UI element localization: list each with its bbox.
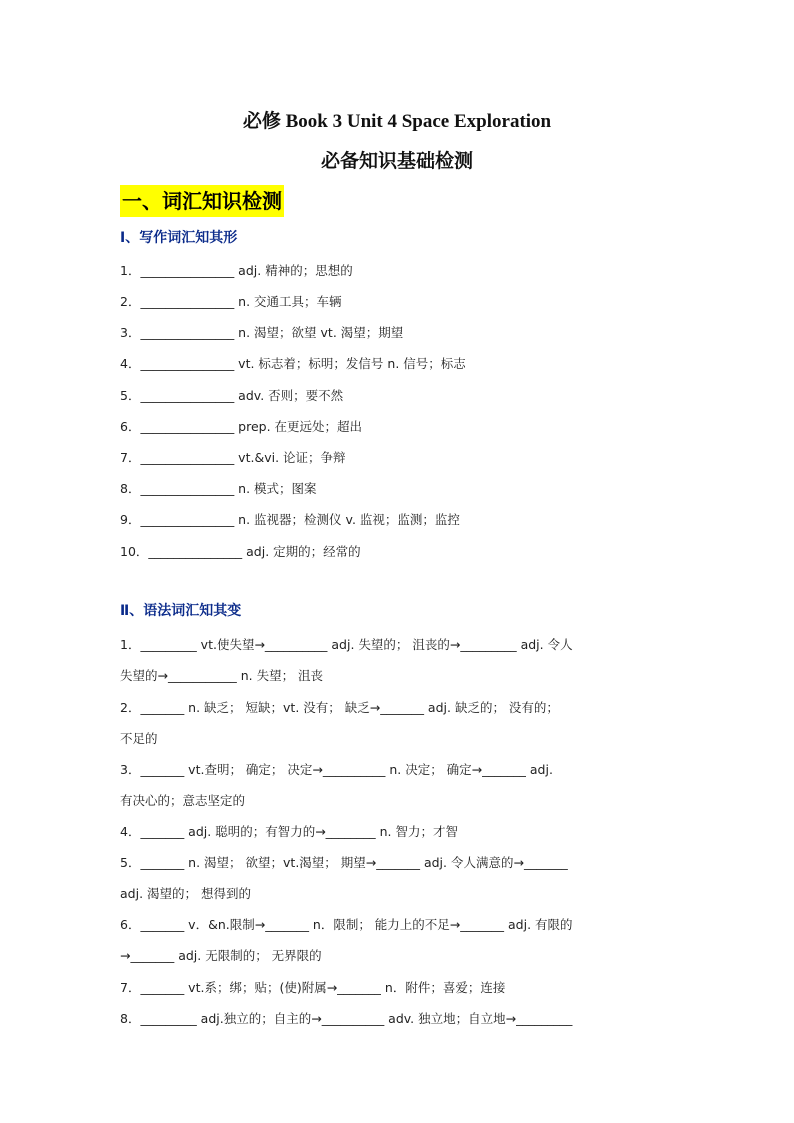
list-item: 2．_______________ n. 交通工具；车辆 bbox=[120, 294, 342, 309]
part2-heading: Ⅱ、语法词汇知其变 bbox=[120, 603, 242, 619]
list-item-continued: 不足的 bbox=[120, 731, 158, 746]
list-item: 2．_______ n. 缺乏； 短缺；vt. 没有； 缺乏→_______ adj. 缺乏的； 没有的； bbox=[120, 700, 559, 715]
list-item-continued: 失望的→___________ n. 失望； 沮丧 bbox=[120, 668, 324, 683]
list-item: 7．_______________ vt.&vi. 论证；争辩 bbox=[120, 450, 346, 465]
list-item: 9．_______________ n. 监视器；检测仪 v. 监视；监测；监控 bbox=[120, 512, 460, 527]
section-heading-vocabulary: 一、词汇知识检测 bbox=[120, 185, 284, 217]
list-item: 6．_______ v．&n.限制→_______ n．限制； 能力上的不足→_______ adj. 有限的 bbox=[120, 917, 573, 932]
list-item-continued: 有决心的；意志坚定的 bbox=[120, 793, 246, 808]
list-item: 4．_______ adj. 聪明的；有智力的→________ n. 智力；才智 bbox=[120, 824, 459, 839]
list-item: 8．_________ adj.独立的；自主的→__________ adv. 独立地；自立地→_________ bbox=[120, 1011, 573, 1026]
list-item-continued: adj. 渴望的； 想得到的 bbox=[120, 886, 251, 901]
list-item: 7．_______ vt.系；绑；贴；(使)附属→_______ n．附件；喜爱；连接 bbox=[120, 980, 506, 995]
list-item: 5．_______ n. 渴望； 欲望；vt.渴望； 期望→_______ adj. 令人满意的→_______ bbox=[120, 855, 568, 870]
list-item: 1．_________ vt.使失望→__________ adj. 失望的； 沮丧的→_________ adj. 令人 bbox=[120, 637, 573, 652]
list-item: 3．_______ vt.查明； 确定； 决定→__________ n. 决定； 确定→_______ adj. bbox=[120, 762, 553, 777]
list-item-continued: →_______ adj. 无限制的； 无界限的 bbox=[120, 948, 322, 963]
list-item: 8．_______________ n. 模式；图案 bbox=[120, 481, 317, 496]
list-item: 5．_______________ adv. 否则；要不然 bbox=[120, 388, 344, 403]
page-title: 必修 Book 3 Unit 4 Space Exploration bbox=[242, 111, 552, 132]
list-item: 4．_______________ vt. 标志着；标明；发信号 n. 信号；标志 bbox=[120, 356, 466, 371]
list-item: 1．_______________ adj. 精神的；思想的 bbox=[120, 263, 353, 278]
list-item: 3．_______________ n. 渴望；欲望 vt. 渴望；期望 bbox=[120, 325, 404, 340]
page-subtitle: 必备知识基础检测 bbox=[320, 151, 473, 172]
part1-heading: Ⅰ、写作词汇知其形 bbox=[120, 230, 238, 246]
list-item: 10．_______________ adj. 定期的；经常的 bbox=[120, 544, 361, 559]
list-item: 6．_______________ prep. 在更远处；超出 bbox=[120, 419, 363, 434]
